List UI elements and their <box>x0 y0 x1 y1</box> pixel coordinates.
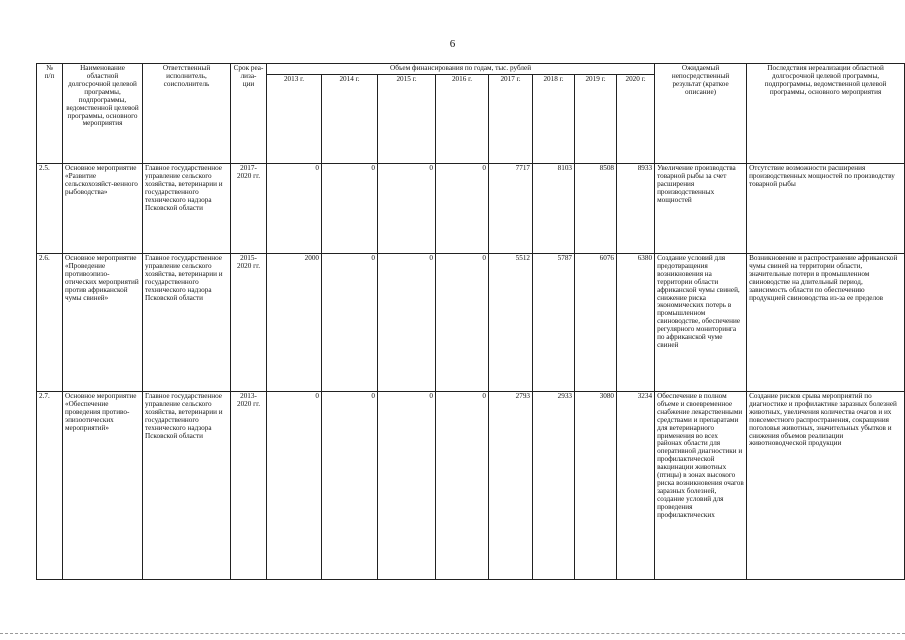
header-no: № п/п <box>37 64 63 164</box>
row-name: Основное мероприятие «Обеспечение проведения противо-эпизоотических мероприятий» <box>63 391 143 579</box>
page-number: 6 <box>449 38 456 50</box>
row-name: Основное мероприятие «Проведение противоэпизо-отических мероприятий против африканской чумы свиней» <box>63 253 143 391</box>
row-value: 0 <box>378 253 436 391</box>
row-executor: Главное государственное управление сельского хозяйства, ветеринарии и государственного технического надзора Псковской области <box>143 391 231 579</box>
header-year: 2013 г. <box>267 74 322 163</box>
row-value: 0 <box>267 163 322 253</box>
header-funding: Объем финансирования по годам, тыс. рублей <box>267 64 655 75</box>
row-value: 6076 <box>575 253 617 391</box>
table-row <box>37 253 905 391</box>
row-value: 0 <box>378 163 436 253</box>
row-value: 5512 <box>489 253 533 391</box>
row-term: 2017- 2020 гг. <box>231 163 267 253</box>
header-year: 2019 г. <box>575 74 617 163</box>
row-consequence: Отсутствие возможности расширения производственных мощностей по производству товарной рыбы <box>747 163 905 253</box>
row-no: 2.5. <box>37 163 63 253</box>
row-value: 2000 <box>267 253 322 391</box>
header-result: Ожидаемый непосредственный результат (краткое описание) <box>655 64 747 164</box>
header-row <box>37 64 905 75</box>
header-year: 2017 г. <box>489 74 533 163</box>
header-executor: Ответственный исполнитель, соисполнитель <box>143 64 231 164</box>
row-result: Обеспечение в полном объеме и своевременное снабжение лекарственными средствами и препаратами для ветеринарного применения во всех районах области для оперативной диагностики и профилактической вакцинации животных (птицы) в зонах высокого риска возникновения очагов заразных болезней, создание условий для проведения профилактических <box>655 391 747 579</box>
row-value: 0 <box>378 391 436 579</box>
row-value: 2933 <box>533 391 575 579</box>
row-no: 2.7. <box>37 391 63 579</box>
row-value: 0 <box>436 253 489 391</box>
header-year: 2014 г. <box>322 74 378 163</box>
row-value: 8103 <box>533 163 575 253</box>
header-year: 2015 г. <box>378 74 436 163</box>
funding-table <box>36 63 905 580</box>
table-row <box>37 163 905 253</box>
row-name: Основное мероприятие «Развитие сельскохозяйст-венного рыбоводства» <box>63 163 143 253</box>
row-value: 3234 <box>617 391 655 579</box>
header-year: 2016 г. <box>436 74 489 163</box>
table-row <box>37 391 905 579</box>
row-result: Увеличение производства товарной рыбы за счет расширения производственных мощностей <box>655 163 747 253</box>
row-value: 8933 <box>617 163 655 253</box>
row-no: 2.6. <box>37 253 63 391</box>
row-value: 0 <box>267 391 322 579</box>
row-value: 6380 <box>617 253 655 391</box>
row-consequence: Создание рисков срыва мероприятий по диагностике и профилактике заразных болезней животных, увеличения количества очагов и их повсеместного распространения, сокращения поголовья животных, значительных убытков и снижения объемов реализации животноводческой продукции <box>747 391 905 579</box>
row-value: 8508 <box>575 163 617 253</box>
row-value: 3080 <box>575 391 617 579</box>
row-term: 2013- 2020 гг. <box>231 391 267 579</box>
row-consequence: Возникновение и распространение африканской чумы свиней на территории области, значительные потери в промышленном свиноводстве на длительный период, зависимость области по обеспечению продукцией свиноводства из-за ее пределов <box>747 253 905 391</box>
header-consequence: Последствия нереализации областной долгосрочной целевой программы, подпрограммы, ведомственной целевой программы, основного мероприятия <box>747 64 905 164</box>
row-value: 5787 <box>533 253 575 391</box>
header-name: Наименование областной долгосрочной целевой программы, подпрограммы, ведомственной целевой программы, основного мероприятия <box>63 64 143 164</box>
row-value: 0 <box>436 391 489 579</box>
row-executor: Главное государственное управление сельского хозяйства, ветеринарии и государственного технического надзора Псковской области <box>143 163 231 253</box>
row-value: 0 <box>436 163 489 253</box>
scan-edge <box>0 633 905 638</box>
row-value: 2793 <box>489 391 533 579</box>
row-term: 2015- 2020 гг. <box>231 253 267 391</box>
row-value: 0 <box>322 391 378 579</box>
row-executor: Главное государственное управление сельского хозяйства, ветеринарии и государственного технического надзора Псковской области <box>143 253 231 391</box>
row-value: 7717 <box>489 163 533 253</box>
header-year: 2020 г. <box>617 74 655 163</box>
header-year: 2018 г. <box>533 74 575 163</box>
header-term: Срок реа- лиза- ции <box>231 64 267 164</box>
row-value: 0 <box>322 253 378 391</box>
row-value: 0 <box>322 163 378 253</box>
row-result: Создание условий для предотвращения возникновения на территории области африканской чумы свиней, снижение риска экономических потерь в промышленном свиноводстве, обеспечение регулярного мониторинга по африканской чуме свиней <box>655 253 747 391</box>
